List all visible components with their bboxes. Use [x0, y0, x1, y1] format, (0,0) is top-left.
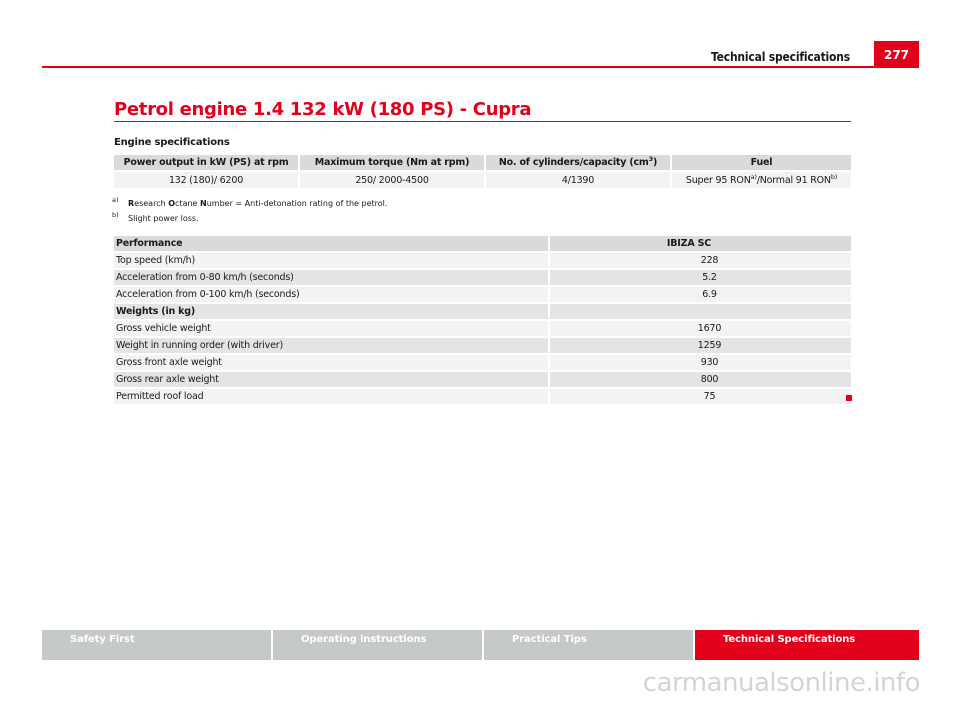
- header-divider: [42, 66, 919, 68]
- fn-n: N: [200, 199, 207, 208]
- table-header-row: [114, 155, 851, 171]
- col-cylinders-sup: 3: [648, 155, 653, 163]
- row-value: 930: [549, 354, 851, 371]
- row-label: Gross rear axle weight: [114, 371, 549, 388]
- page-title: Petrol engine 1.4 132 kW (180 PS) - Cupra: [114, 99, 532, 120]
- row-value: 1259: [549, 337, 851, 354]
- footnote-text: Slight power loss.: [128, 214, 199, 223]
- fuel-b: /Normal 91 RON: [756, 174, 831, 186]
- table-row: [114, 337, 851, 354]
- table-row: [114, 286, 851, 303]
- table-row: [114, 171, 851, 188]
- fn-o: O: [168, 199, 176, 208]
- col-fuel: Fuel: [671, 155, 851, 171]
- section-title: Technical specifications: [711, 50, 850, 64]
- fn-ctane: ctane: [175, 199, 201, 208]
- weights-heading-blank: [549, 303, 851, 320]
- row-label: Top speed (km/h): [114, 252, 549, 269]
- watermark: carmanualsonline.info: [642, 668, 920, 698]
- row-label: Permitted roof load: [114, 388, 549, 405]
- footnote-marker: a): [112, 196, 119, 204]
- row-value: 6.9: [549, 286, 851, 303]
- row-value: 228: [549, 252, 851, 269]
- weights-heading: Weights (in kg): [114, 303, 549, 320]
- weights-heading-row: [114, 303, 851, 320]
- performance-header: Performance: [114, 236, 549, 252]
- row-label: Weight in running order (with driver): [114, 337, 549, 354]
- col-torque: Maximum torque (Nm at rpm): [299, 155, 485, 171]
- table-row: [114, 354, 851, 371]
- fn-umber: umber = Anti-detonation rating of the petrol.: [206, 199, 388, 208]
- cell-cylinders: 4/1390: [485, 171, 671, 188]
- table-header-row: [114, 236, 851, 252]
- engine-specs-table: [114, 155, 851, 188]
- fuel-b-sup: b): [830, 172, 838, 181]
- end-of-section-marker: [846, 395, 852, 401]
- model-header: IBIZA SC: [549, 236, 851, 252]
- footer-nav: [42, 630, 919, 660]
- row-label: Gross front axle weight: [114, 354, 549, 371]
- engine-specs-heading: Engine specifications: [114, 137, 230, 148]
- cell-power: 132 (180)/ 6200: [114, 171, 299, 188]
- tab-safety-first[interactable]: Safety First: [42, 630, 271, 660]
- footnote-marker: b): [112, 211, 119, 219]
- table-row: [114, 252, 851, 269]
- footnote-text: [128, 199, 387, 208]
- row-value: 1670: [549, 320, 851, 337]
- row-label: Acceleration from 0-80 km/h (seconds): [114, 269, 549, 286]
- fuel-a-sup: a): [750, 172, 757, 181]
- col-cylinders: [485, 155, 671, 171]
- cell-torque: 250/ 2000-4500: [299, 171, 485, 188]
- cell-fuel: [671, 171, 851, 188]
- fuel-a: Super 95 RON: [685, 174, 751, 186]
- tab-practical-tips[interactable]: Practical Tips: [484, 630, 693, 660]
- row-value: 800: [549, 371, 851, 388]
- title-divider: [114, 121, 851, 122]
- table-row: [114, 371, 851, 388]
- table-row: [114, 388, 851, 405]
- fn-esearch: esearch: [134, 199, 169, 208]
- row-label: Gross vehicle weight: [114, 320, 549, 337]
- row-label: Acceleration from 0-100 km/h (seconds): [114, 286, 549, 303]
- col-power: Power output in kW (PS) at rpm: [114, 155, 299, 171]
- col-cylinders-close: ): [652, 157, 658, 168]
- col-cylinders-text: No. of cylinders/capacity (cm: [498, 157, 649, 168]
- row-value: 5.2: [549, 269, 851, 286]
- performance-table: [114, 236, 851, 406]
- table-row: [114, 320, 851, 337]
- fn-r: R: [128, 199, 135, 208]
- page-number: 277: [874, 41, 919, 68]
- table-row: [114, 269, 851, 286]
- tab-technical-specifications[interactable]: Technical Specifications: [695, 630, 919, 660]
- tab-operating-instructions[interactable]: Operating instructions: [273, 630, 482, 660]
- row-value: 75: [549, 388, 851, 405]
